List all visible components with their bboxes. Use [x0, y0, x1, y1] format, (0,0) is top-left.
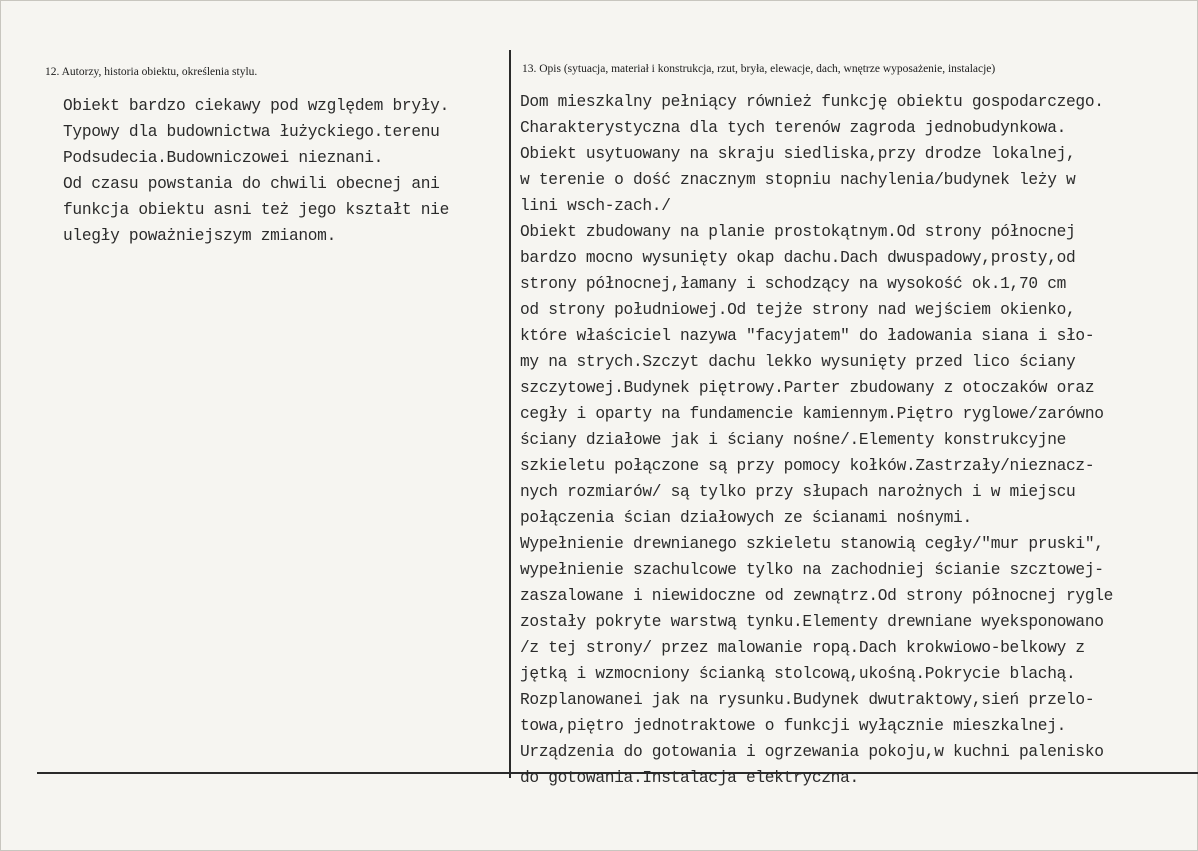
text-line: Wypełnienie drewnianego szkieletu stanowią cegły/"mur pruski",: [520, 535, 1104, 553]
text-line: cegły i oparty na fundamencie kamiennym.Piętro ryglowe/zarówno: [520, 405, 1104, 423]
section-13-area: [510, 86, 1198, 787]
section-12-text: [63, 93, 449, 249]
text-line: zostały pokryte warstwą tynku.Elementy drewniane wyeksponowano: [520, 613, 1104, 631]
text-line: ściany działowe jak i ściany nośne/.Elementy konstrukcyjne: [520, 431, 1067, 449]
text-line: bardzo mocno wysunięty okap dachu.Dach dwuspadowy,prosty,od: [520, 249, 1076, 267]
section-13-text: [520, 89, 1113, 791]
text-line: Podsudecia.Budowniczowei nieznani.: [63, 149, 384, 167]
text-line: my na strych.Szczyt dachu lekko wysunięty przed lico ściany: [520, 353, 1076, 371]
text-line: funkcja obiektu asni też jego kształt nie: [63, 201, 449, 219]
text-line: Obiekt bardzo ciekawy pod względem bryły.: [63, 97, 449, 115]
text-line: w terenie o dość znacznym stopniu nachylenia/budynek leży w: [520, 171, 1076, 189]
text-line: Od czasu powstania do chwili obecnej ani: [63, 175, 440, 193]
text-line: Dom mieszkalny pełniący również funkcję obiektu gospodarczego.: [520, 93, 1104, 111]
text-line: wypełnienie szachulcowe tylko na zachodniej ścianie szcztowej-: [520, 561, 1104, 579]
text-line: nych rozmiarów/ są tylko przy słupach narożnych i w miejscu: [520, 483, 1076, 501]
text-line: zaszalowane i niewidoczne od zewnątrz.Od strony północnej rygle: [520, 587, 1114, 605]
text-line: które właściciel nazywa "facyjatem" do ładowania siana i sło-: [520, 327, 1095, 345]
text-line: strony północnej,łamany i schodzący na wysokość ok.1,70 cm: [520, 275, 1067, 293]
text-line: Rozplanowanei jak na rysunku.Budynek dwutraktowy,sień przelo-: [520, 691, 1095, 709]
text-line: szkieletu połączone są przy pomocy kołków.Zastrzały/nieznacz-: [520, 457, 1095, 475]
text-line: /z tej strony/ przez malowanie ropą.Dach krokwiowo-belkowy z: [520, 639, 1085, 657]
section-12-heading: 12. Autorzy, historia obiektu, określenia stylu.: [45, 66, 258, 78]
text-line: szczytowej.Budynek piętrowy.Parter zbudowany z otoczaków oraz: [520, 379, 1095, 397]
text-line: Charakterystyczna dla tych terenów zagroda jednobudynkowa.: [520, 119, 1067, 137]
text-line: Obiekt zbudowany na planie prostokątnym.Od strony północnej: [520, 223, 1076, 241]
section-13-heading: 13. Opis (sytuacja, materiał i konstrukcja, rzut, bryła, elewacje, dach, wnętrze wyposażenie, instalacje): [522, 63, 996, 75]
text-line: towa,piętro jednotraktowe o funkcji wyłącznie mieszkalnej.: [520, 717, 1067, 735]
text-line: Urządzenia do gotowania i ogrzewania pokoju,w kuchni palenisko: [520, 743, 1104, 761]
text-line: uległy poważniejszym zmianom.: [63, 227, 337, 245]
text-line: Typowy dla budownictwa łużyckiego.terenu: [63, 123, 440, 141]
text-line: połączenia ścian działowych ze ścianami nośnymi.: [520, 509, 972, 527]
text-line: od strony południowej.Od tejże strony nad wejściem okienko,: [520, 301, 1076, 319]
text-line: do gotowania.Instalacja elektryczna.: [520, 769, 859, 787]
text-line: lini wsch-zach./: [520, 197, 671, 215]
text-line: jętką i wzmocniony ścianką stolcową,ukośną.Pokrycie blachą.: [520, 665, 1076, 683]
text-line: Obiekt usytuowany na skraju siedliska,przy drodze lokalnej,: [520, 145, 1076, 163]
